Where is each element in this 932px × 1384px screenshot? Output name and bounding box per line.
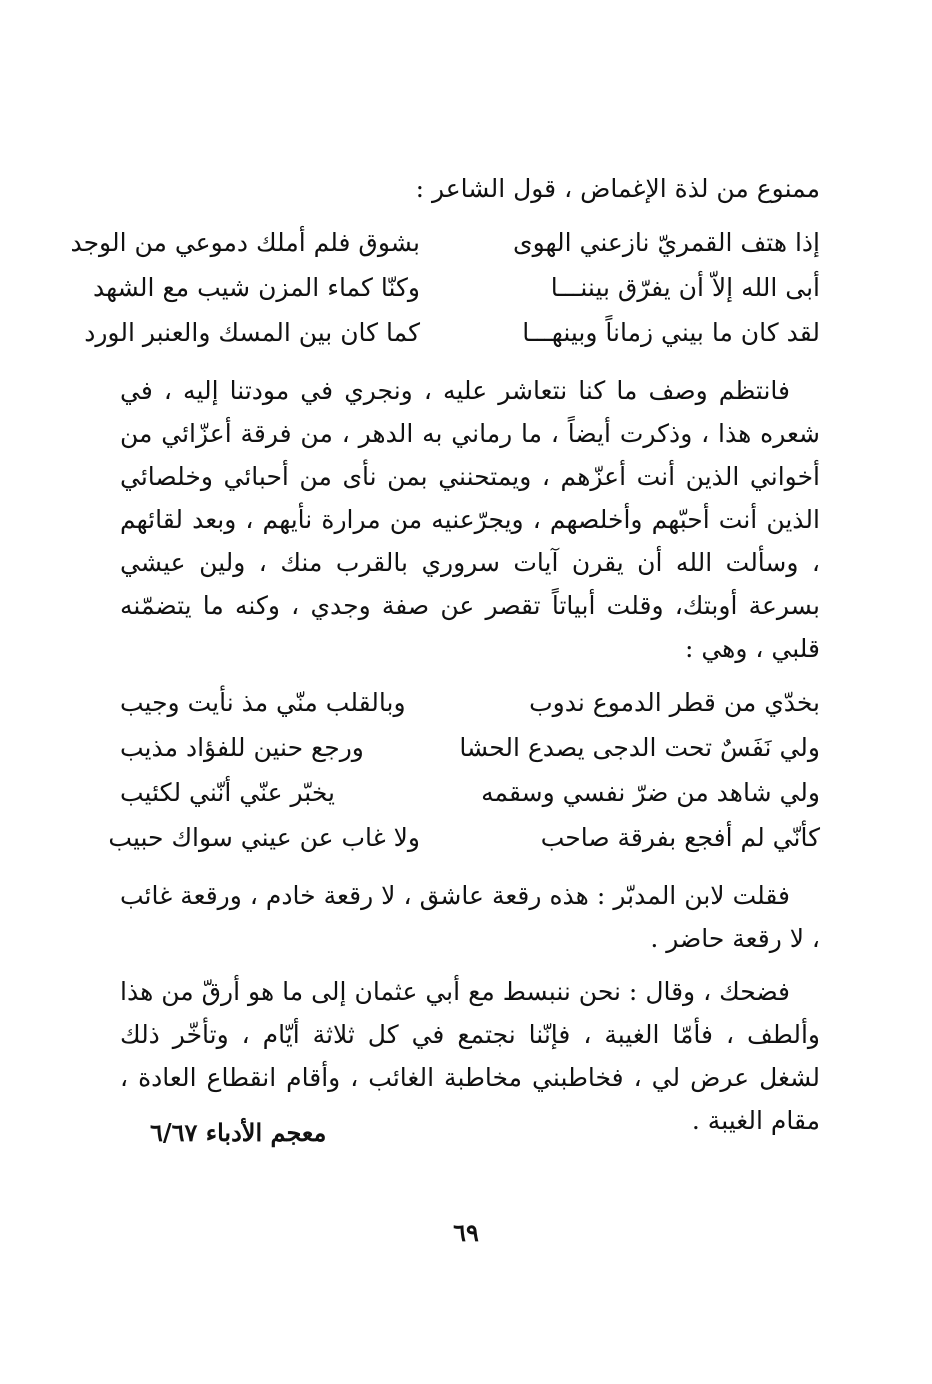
verse-second-hemistich: ولا غاب عن عيني سواك حبيب (108, 823, 420, 852)
verse-line (84, 310, 820, 355)
verse-line (120, 770, 820, 815)
verse-second-hemistich: بشوق فلم أملك دموعي من الوجد (70, 228, 420, 257)
verse-second-hemistich: ورجع حنين للفؤاد مذيب (120, 733, 364, 762)
prose-paragraph: فانتظم وصف ما كنا نتعاشر عليه ، ونجري في مودتنا إليه ، في شعره هذا ، وذكرت أيضاً ، ما رماني به الدهر ، من فرقة أعزّائي من أخواني الذين أنت أعزّهم ، ويمتحنني بمن نأى من أحبائي وخلصائي الذين أنت أحبّهم وأخلصهم ، ويجرّعنيه من مرارة نأيهم ، وبعد لقائهم ، وسألت الله أن يقرن آيات سروري بالقرب منك ، ولين عيشي بسرعة أوبتك، وقلت أبياتاً تقصر عن صفة وجدي ، وكنه ما يتضمّنه قلبي ، وهي : (120, 376, 820, 663)
verse-first-hemistich: كأنّي لم أفجع بفرقة صاحب (540, 823, 820, 852)
verse-second-hemistich: كما كان بين المسك والعنبر الورد (84, 318, 420, 347)
verse-second-hemistich: وكنّا كماء المزن شيب مع الشهد (92, 273, 420, 302)
prose-paragraph: فقلت لابن المدبّر : هذه رقعة عاشق ، لا رقعة خادم ، ورقعة غائب ، لا رقعة حاضر . (120, 881, 820, 953)
verse-line (108, 815, 820, 860)
page-number: ٦٩ (453, 1218, 479, 1247)
verse-line (120, 725, 820, 770)
poem-first (70, 220, 820, 355)
verse-second-hemistich: وبالقلب منّي مذ نأيت وجيب (120, 688, 406, 717)
verse-first-hemistich: ولي نَفَسٌ تحت الدجى يصدع الحشا (459, 733, 820, 762)
prose-paragraph: فضحك ، وقال : نحن ننبسط مع أبي عثمان إلى ما هو أرقّ من هذا وألطف ، فأمّا الغيبة ، فإنّنا نجتمع في كل ثلاثة أيّام ، وتأخّر ذلك لشغل عرض لي ، فخاطبني مخاطبة الغائب ، وأقام انقطاع العادة ، مقام الغيبة . (120, 977, 820, 1135)
source-citation: معجم الأدباء ٦/٦٧ (150, 1118, 327, 1147)
page-content (70, 168, 820, 1152)
poem-second (108, 680, 820, 860)
verse-line (70, 220, 820, 265)
verse-first-hemistich: لقد كان ما بيني زماناً وبينهـــا (522, 318, 820, 347)
intro-line: ممنوع من لذة الإغماض ، قول الشاعر : (415, 174, 820, 203)
verse-line (92, 265, 820, 310)
verse-second-hemistich: يخبّر عنّي أنّني لكئيب (120, 778, 335, 807)
verse-first-hemistich: إذا هتف القمريّ نازعني الهوى (513, 228, 820, 257)
verse-first-hemistich: بخدّي من قطر الدموع ندوب (529, 688, 820, 717)
verse-line (120, 680, 820, 725)
verse-first-hemistich: أبى الله إلاّ أن يفرّق بيننـــا (550, 273, 820, 302)
verse-first-hemistich: ولي شاهد من ضرّ نفسي وسقمه (481, 778, 820, 807)
